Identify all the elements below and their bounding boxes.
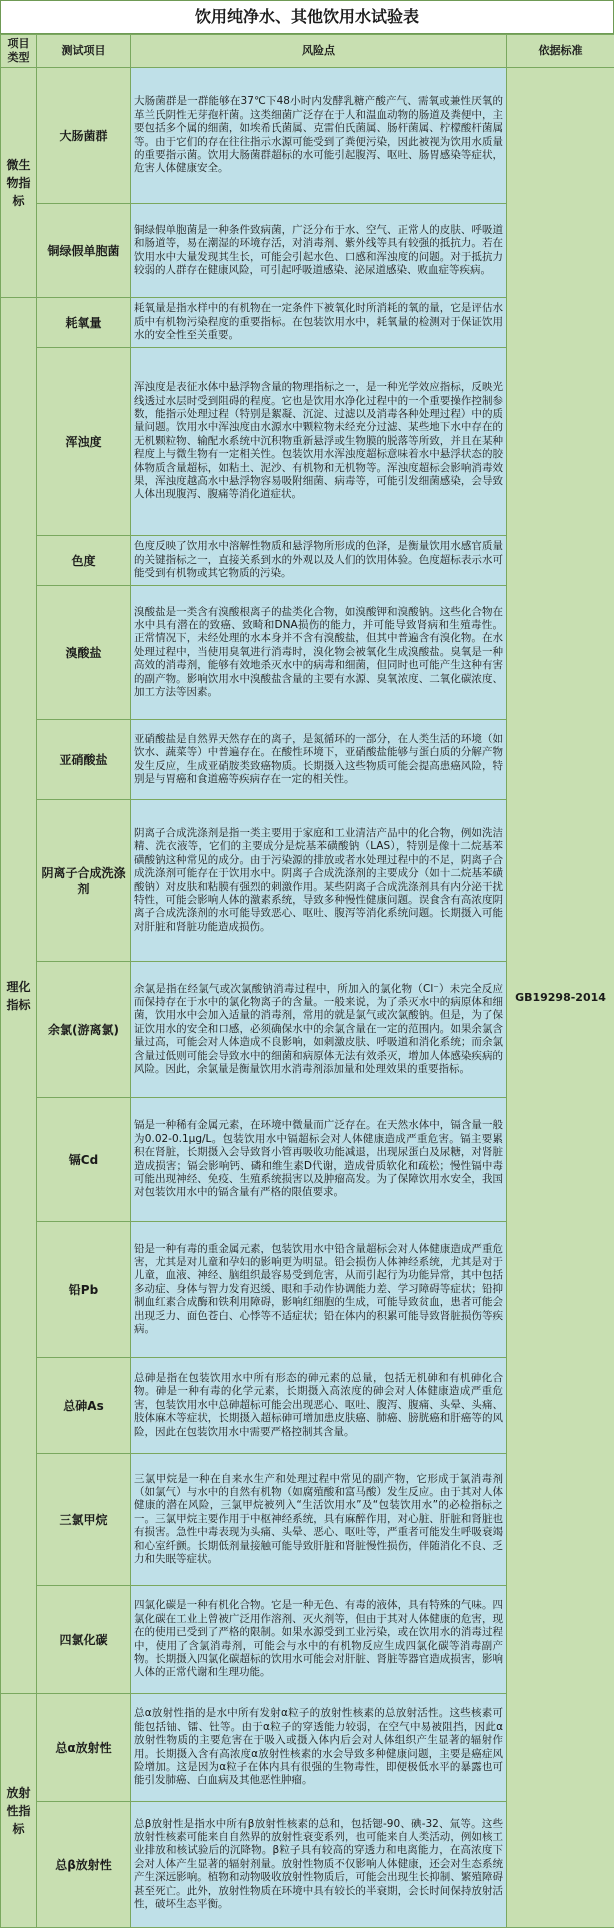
risk-text: 余氯是指在经氯气或次氯酸钠消毒过程中，所加入的氯化物（Cl⁻）未完全反应而保持存在于水中的氯化物离子的含量。一般来说，为了杀灭水中的病原体和细菌，饮用水中会加入适量的消毒剂，常用的就是氯气或次氯酸钠。但是，为了保证饮用水的安全和口感，必须确保水中的余氯含量在一定的范围内。如果余氯含量过高，可能会对人体造成不良影响，如刺激皮肤、呼吸道和消化系统；而余氯含量过低则可能会导致水中的细菌和病原体无法有效杀灭，增加人体感染疾病的风险。因此，余氯量是衡量饮用水消毒剂添加量和处理效果的重要指标。 <box>131 962 507 1098</box>
test-item: 总α放射性 <box>37 1694 131 1802</box>
test-item: 阴离子合成洗涤剂 <box>37 800 131 962</box>
test-item: 大肠菌群 <box>37 68 131 204</box>
category-radio: 放射性指标 <box>1 1694 37 1928</box>
risk-text: 总β放射性是指水中所有β放射性核素的总和，包括锶-90、碘-32、氚等。这些放射性核素可能来自自然界的放射性衰变系列，也可能来自人类活动，例如核工业排放和核试验后的沉降物。β粒子具有较高的穿透力和电离能力，在高浓度下会对人体产生显著的辐射剂量。放射性物质不仅影响人体健康，还会对生态系统产生深远影响。植物和动物吸收放射性物质后，可能会出现生长抑制、繁殖障碍甚至死亡。此外，放射性物质在环境中具有较长的半衰期，会长时间保持放射活性，破坏生态平衡。 <box>131 1802 507 1928</box>
header-item: 测试项目 <box>37 35 131 68</box>
header-risk: 风险点 <box>131 35 507 68</box>
test-item: 亚硝酸盐 <box>37 720 131 800</box>
test-item: 镉Cd <box>37 1098 131 1222</box>
test-item: 总β放射性 <box>37 1802 131 1928</box>
risk-text: 总α放射性指的是水中所有发射α粒子的放射性核素的总放射活性。这些核素可能包括铀、镭、钍等。由于α粒子的穿透能力较弱，在空气中易被阻挡，因此α放射性物质的主要危害在于吸入或摄入体内后会对人体组织产生显著的辐射作用。长期摄入含有高浓度α放射性核素的水会导致多种健康问题，主要是癌症风险增加。这是因为α粒子在体内具有很强的生物毒性，即便极低水平的暴露也可能引发肺癌、白血病及其他恶性肿瘤。 <box>131 1694 507 1802</box>
test-item: 铅Pb <box>37 1222 131 1358</box>
test-item: 铜绿假单胞菌 <box>37 204 131 298</box>
risk-text: 三氯甲烷是一种在自来水生产和处理过程中常见的副产物，它形成于氯消毒剂（如氯气）与水中的自然有机物（如腐殖酸和富马酸）发生反应。由于其对人体健康的潜在风险，三氯甲烷被列入“生活饮用水”及“包装饮用水”的必检指标之一。三氯甲烷主要作用于中枢神经系统，具有麻醉作用，对心脏、肝脏和肾脏也有损害。急性中毒表现为头痛、头晕、恶心、呕吐等，严重者可能发生呼吸衰竭和心室纤颤。长期低剂量接触可能导致肝脏和肾脏慢性损伤，伴随消化不良、乏力和失眠等症状。 <box>131 1454 507 1586</box>
risk-text: 铅是一种有毒的重金属元素，包装饮用水中铅含量超标会对人体健康造成严重危害，尤其是对儿童和孕妇的影响更为明显。铅会损伤人体神经系统，尤其是对于儿童，血液、神经、脑组织最容易受到危害，从而引起行为功能异常，其中包括多动症、身体与智力发育迟缓、眼和手动作协调能力差、学习障碍等症状；铅抑制血红素合成酶和铁利用障碍，影响红细胞的生成，可能导致贫血，患者可能会出现乏力、面色苍白、心悸等不适症状；铅在体内的积累可能导致肾脏损伤等疾病。 <box>131 1222 507 1358</box>
risk-text: 溴酸盐是一类含有溴酸根离子的盐类化合物，如溴酸钾和溴酸钠。这些化合物在水中具有潜在的致癌、致畸和DNA损伤的能力，并可能导致肾病和生殖毒性。正常情况下，未经处理的水本身并不含有溴酸盐，但其中普遍含有溴化物。在水处理过程中，当使用臭氧进行消毒时，溴化物会被氧化生成溴酸盐。臭氧是一种高效的消毒剂，能够有效地杀灭水中的病毒和细菌，但同时也可能产生这种有害的副产物。影响饮用水中溴酸盐含量的主要有水源、臭氧浓度、二氧化碳浓度、加工方法等因素。 <box>131 586 507 720</box>
table-row <box>1 68 614 204</box>
header-row <box>1 35 614 68</box>
risk-text: 阴离子合成洗涤剂是指一类主要用于家庭和工业清洁产品中的化合物，例如洗洁精、洗衣液等，它们的主要成分是烷基苯磺酸钠（LAS），特别是像十二烷基苯磺酸钠这种常见的成分。由于污染源的排放或者水处理过程中的不足，阴离子合成洗涤剂可能存在于饮用水中。阴离子合成洗涤剂的主要成分（如十二烷基苯磺酸钠）对皮肤和粘膜有强烈的刺激作用。某些阴离子合成洗涤剂具有内分泌干扰特性，可能会影响人体的激素系统，导致多种慢性健康问题。误食含有高浓度阴离子合成洗涤剂的水可能导致恶心、呕吐、腹泻等消化系统问题。长期摄入可能对肝脏和肾脏功能造成损伤。 <box>131 800 507 962</box>
test-item: 溴酸盐 <box>37 586 131 720</box>
risk-text: 耗氧量是指水样中的有机物在一定条件下被氧化时所消耗的氧的量，它是评估水质中有机物污染程度的重要指标。在包装饮用水中，耗氧量的检测对于保证饮用水的安全性至关重要。 <box>131 298 507 348</box>
test-item: 色度 <box>37 536 131 586</box>
risk-text: 浑浊度是表征水体中悬浮物含量的物理指标之一，是一种光学效应指标，反映光线透过水层时受到阻碍的程度。它也是饮用水净化过程中的一个重要操作控制参数，能指示处理过程（特别是絮凝、沉淀、过滤以及消毒各种处理过程）中的质量问题。饮用水中浑浊度由水源水中颗粒物未经充分过滤、某些地下水中存在的无机颗粒物、输配水系统中沉积物重新悬浮或生物膜的脱落等所致，并且在某种程度上与微生物有一定相关性。包装饮用水浑浊度超标意味着水中悬浮状态的胶体物质含量超标，如粘土、泥沙、有机物和无机物等。浑浊度超标会影响消毒效果，浑浊度越高水中悬浮物容易吸附细菌、病毒等，可能引发细菌感染，会导致人体出现腹泻、腹痛等消化道症状。 <box>131 348 507 536</box>
risk-text: 亚硝酸盐是自然界天然存在的离子，是氮循环的一部分，在人类生活的环境（如饮水、蔬菜等）中普遍存在。在酸性环境下，亚硝酸盐能够与蛋白质的分解产物发生反应，生成亚硝胺类致癌物质。长期摄入这些物质可能会提高患癌风险，特别是与胃癌和食道癌等疾病存在一定的相关性。 <box>131 720 507 800</box>
risk-text: 色度反映了饮用水中溶解性物质和悬浮物所形成的色泽，是衡量饮用水感官质量的关键指标之一，直接关系到水的外观以及人们的饮用体验。色度超标表示水可能受到有机物或其它物质的污染。 <box>131 536 507 586</box>
test-item: 余氯(游离氯) <box>37 962 131 1098</box>
standard-cell: GB19298-2014 <box>507 68 614 1928</box>
test-item: 三氯甲烷 <box>37 1454 131 1586</box>
test-item: 四氯化碳 <box>37 1586 131 1694</box>
test-item: 耗氧量 <box>37 298 131 348</box>
risk-text: 四氯化碳是一种有机化合物。它是一种无色、有毒的液体，具有特殊的气味。四氯化碳在工业上曾被广泛用作溶剂、灭火剂等，但由于其对人体健康的危害，现在的使用已受到了严格的限制。如果水源受到工业污染，或在饮用水的消毒过程中，使用了含氯消毒剂，可能会与水中的有机物反应生成四氯化碳等消毒副产物。长期摄入四氯化碳超标的饮用水可能会对肝脏、肾脏等器官造成损害，影响人体的正常代谢和生理功能。 <box>131 1586 507 1694</box>
risk-text: 总砷是指在包装饮用水中所有形态的砷元素的总量，包括无机砷和有机砷化合物。砷是一种有毒的化学元素，长期摄入高浓度的砷会对人体健康造成严重危害，包装饮用水中总砷超标可能会出现恶心、呕吐、腹泻、腹痛、头晕、头痛、肢体麻木等症状，长期摄入超标砷可增加患皮肤癌、肺癌、膀胱癌和肝癌等的风险，因此在包装饮用水中需要严格控制其含量。 <box>131 1358 507 1454</box>
test-table <box>0 34 614 1928</box>
risk-text: 镉是一种稀有金属元素，在环境中微量而广泛存在。在天然水体中，镉含量一般为0.02-0.1μg/L。包装饮用水中镉超标会对人体健康造成严重危害。镉主要累积在肾脏，长期摄入会导致肾小管再吸收功能减退，出现尿蛋白及尿糖，对肾脏造成损害；镉会影响钙、磷和维生素D代谢，造成骨质软化和疏松；慢性镉中毒可能出现神经、免疫、生殖系统损害以及肿瘤高发。为了保障饮用水安全，我国对包装饮用水中的镉含量有严格的限值要求。 <box>131 1098 507 1222</box>
risk-text: 大肠菌群是一群能够在37℃下48小时内发酵乳糖产酸产气、需氧或兼性厌氧的革兰氏阴性无芽孢杆菌。这类细菌广泛存在于人和温血动物的肠道及粪便中，主要包括多个属的细菌，如埃希氏菌属、克雷伯氏菌属、肠杆菌属、柠檬酸杆菌属等。由于它们的存在往往指示水源可能受到了粪便污染，因此被视为饮用水质量的重要指示菌。饮用大肠菌群超标的水可能引起腹泻、呕吐、肠胃感染等症状，危害人体健康安全。 <box>131 68 507 204</box>
page-title: 饮用纯净水、其他饮用水试验表 <box>0 0 614 34</box>
test-item: 浑浊度 <box>37 348 131 536</box>
category-micro: 微生物指标 <box>1 68 37 298</box>
risk-text: 铜绿假单胞菌是一种条件致病菌，广泛分布于水、空气、正常人的皮肤、呼吸道和肠道等，易在潮湿的环境存活，对消毒剂、紫外线等具有较强的抵抗力。若在饮用水中大量发现其生长，可能会引起水色、口感和浑浊度的问题。对于抵抗力较弱的人群存在健康风险，可引起呼吸道感染、泌尿道感染、败血症等疾病。 <box>131 204 507 298</box>
header-category: 项目类型 <box>1 35 37 68</box>
header-standard: 依据标准 <box>507 35 614 68</box>
category-physchem: 理化指标 <box>1 298 37 1694</box>
test-item: 总砷As <box>37 1358 131 1454</box>
